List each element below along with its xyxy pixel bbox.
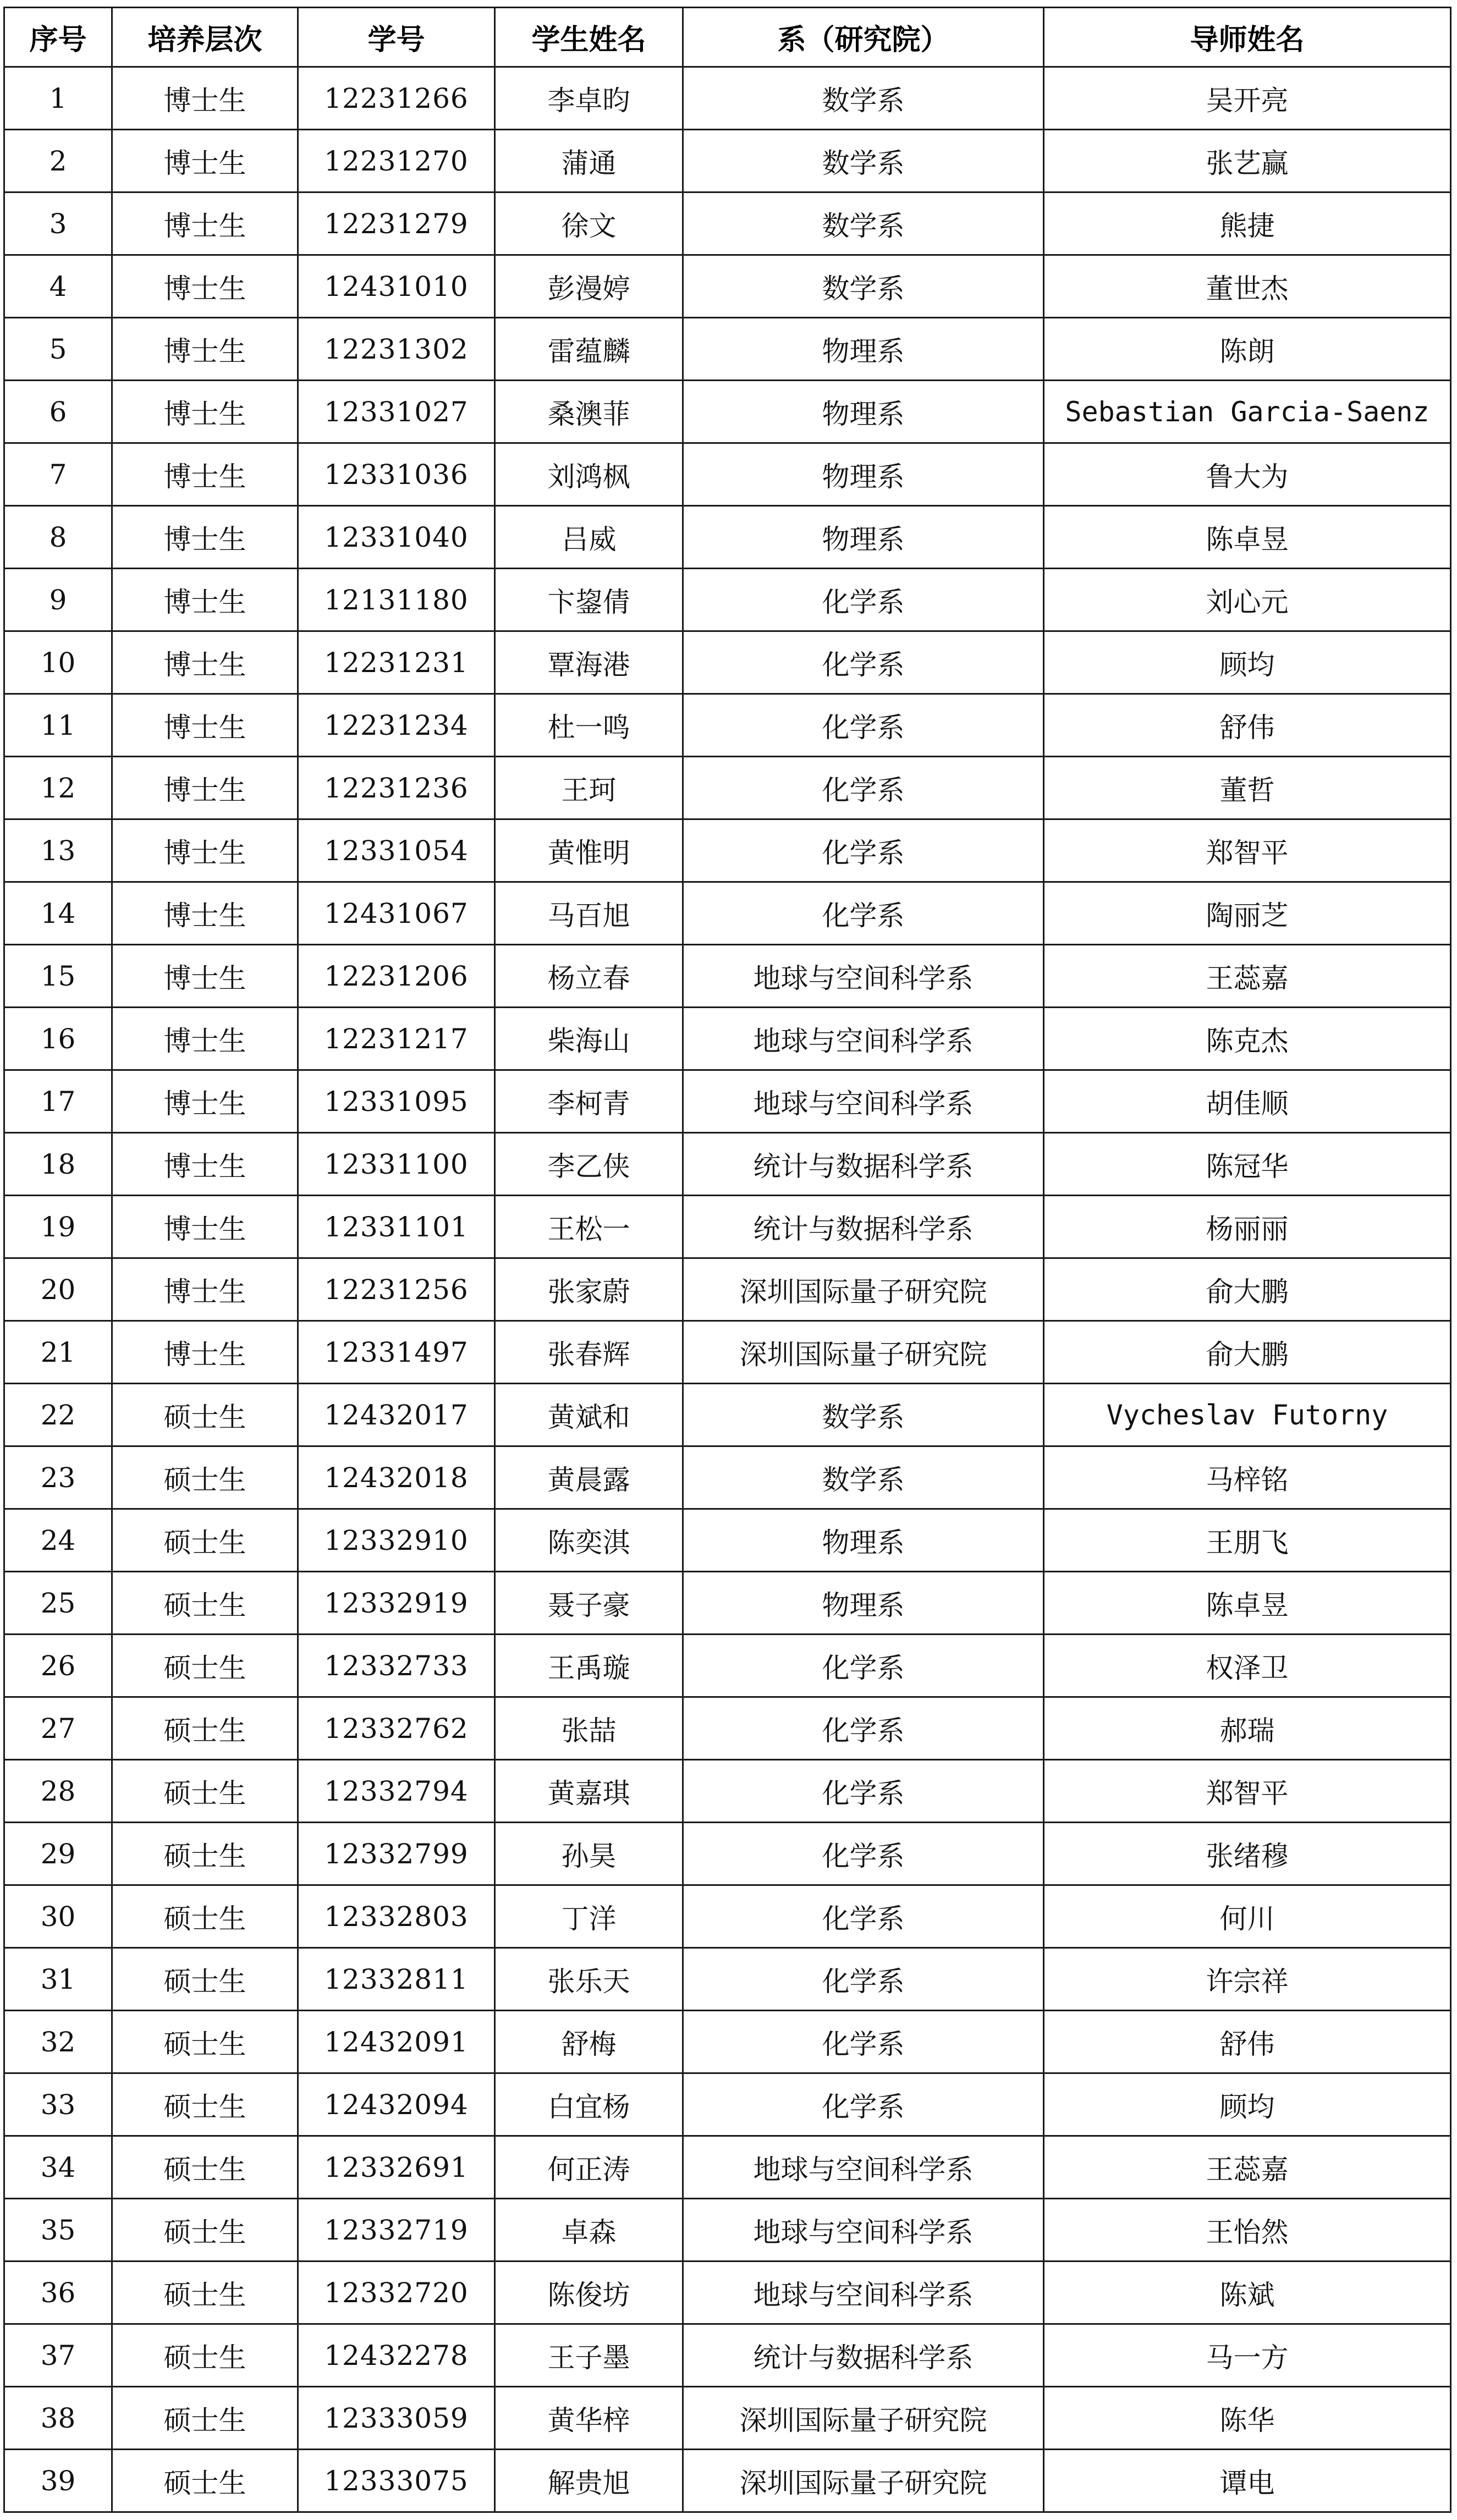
cell-degree-level: 博士生 xyxy=(112,192,298,255)
cell-student-id: 12333075 xyxy=(298,2450,495,2512)
cell-student-id: 12231231 xyxy=(298,631,495,694)
cell-index: 10 xyxy=(4,631,112,694)
cell-student-id: 12332799 xyxy=(298,1823,495,1885)
cell-degree-level: 硕士生 xyxy=(112,1948,298,2011)
cell-student-id: 12231279 xyxy=(298,192,495,255)
header-row xyxy=(4,8,1451,67)
table-row xyxy=(4,192,1451,255)
header-department: 系（研究院） xyxy=(683,8,1044,67)
cell-department: 统计与数据科学系 xyxy=(683,1133,1044,1196)
cell-advisor-name: 董世杰 xyxy=(1044,255,1451,318)
cell-degree-level: 博士生 xyxy=(112,757,298,819)
cell-advisor-name: 王蕊嘉 xyxy=(1044,2136,1451,2199)
cell-department: 数学系 xyxy=(683,255,1044,318)
header-degree-level: 培养层次 xyxy=(112,8,298,67)
cell-student-id: 12231234 xyxy=(298,694,495,757)
table-row xyxy=(4,757,1451,819)
table-row xyxy=(4,1885,1451,1948)
cell-student-name: 黄华梓 xyxy=(495,2387,683,2450)
cell-index: 16 xyxy=(4,1008,112,1070)
table-row xyxy=(4,631,1451,694)
table-row xyxy=(4,1321,1451,1384)
cell-department: 化学系 xyxy=(683,694,1044,757)
cell-student-id: 12432094 xyxy=(298,2073,495,2136)
cell-advisor-name: 刘心元 xyxy=(1044,569,1451,631)
cell-advisor-name: 熊捷 xyxy=(1044,192,1451,255)
cell-index: 17 xyxy=(4,1070,112,1133)
cell-degree-level: 博士生 xyxy=(112,1008,298,1070)
cell-student-name: 王珂 xyxy=(495,757,683,819)
cell-student-name: 刘鸿枫 xyxy=(495,443,683,506)
cell-index: 28 xyxy=(4,1760,112,1823)
cell-student-name: 舒梅 xyxy=(495,2011,683,2073)
cell-student-name: 黄嘉琪 xyxy=(495,1760,683,1823)
cell-student-id: 12431067 xyxy=(298,882,495,945)
cell-student-id: 12431010 xyxy=(298,255,495,318)
cell-index: 9 xyxy=(4,569,112,631)
table-row xyxy=(4,882,1451,945)
table-row xyxy=(4,2011,1451,2073)
cell-advisor-name: 王朋飞 xyxy=(1044,1509,1451,1572)
cell-degree-level: 硕士生 xyxy=(112,2324,298,2387)
cell-degree-level: 博士生 xyxy=(112,443,298,506)
cell-advisor-name: 舒伟 xyxy=(1044,694,1451,757)
cell-degree-level: 博士生 xyxy=(112,318,298,381)
cell-student-name: 白宜杨 xyxy=(495,2073,683,2136)
cell-index: 18 xyxy=(4,1133,112,1196)
table-row xyxy=(4,1258,1451,1321)
cell-student-name: 张乐天 xyxy=(495,1948,683,2011)
cell-student-name: 解贵旭 xyxy=(495,2450,683,2512)
table-row xyxy=(4,1196,1451,1258)
cell-department: 化学系 xyxy=(683,1823,1044,1885)
table-row xyxy=(4,381,1451,443)
table-row xyxy=(4,694,1451,757)
cell-department: 深圳国际量子研究院 xyxy=(683,2450,1044,2512)
cell-department: 统计与数据科学系 xyxy=(683,1196,1044,1258)
cell-student-id: 12332720 xyxy=(298,2262,495,2324)
cell-student-id: 12231270 xyxy=(298,130,495,192)
cell-student-name: 黄惟明 xyxy=(495,819,683,882)
cell-degree-level: 博士生 xyxy=(112,1258,298,1321)
cell-department: 物理系 xyxy=(683,318,1044,381)
cell-index: 37 xyxy=(4,2324,112,2387)
cell-student-name: 李卓昀 xyxy=(495,67,683,130)
cell-advisor-name: 俞大鹏 xyxy=(1044,1321,1451,1384)
table-row xyxy=(4,2073,1451,2136)
cell-degree-level: 硕士生 xyxy=(112,2136,298,2199)
cell-student-id: 12332762 xyxy=(298,1697,495,1760)
cell-advisor-name: 陈斌 xyxy=(1044,2262,1451,2324)
cell-degree-level: 硕士生 xyxy=(112,1572,298,1635)
cell-department: 地球与空间科学系 xyxy=(683,1008,1044,1070)
cell-student-name: 张喆 xyxy=(495,1697,683,1760)
cell-department: 深圳国际量子研究院 xyxy=(683,2387,1044,2450)
cell-advisor-name: 王蕊嘉 xyxy=(1044,945,1451,1008)
cell-index: 32 xyxy=(4,2011,112,2073)
cell-student-name: 覃海港 xyxy=(495,631,683,694)
table-row xyxy=(4,2262,1451,2324)
table-row xyxy=(4,2450,1451,2512)
table-header xyxy=(4,8,1451,67)
cell-advisor-name: 陈朗 xyxy=(1044,318,1451,381)
cell-department: 地球与空间科学系 xyxy=(683,2136,1044,2199)
cell-student-name: 柴海山 xyxy=(495,1008,683,1070)
cell-student-id: 12432017 xyxy=(298,1384,495,1446)
cell-student-name: 陈奕淇 xyxy=(495,1509,683,1572)
cell-student-name: 杜一鸣 xyxy=(495,694,683,757)
table-row xyxy=(4,1948,1451,2011)
cell-advisor-name: 鲁大为 xyxy=(1044,443,1451,506)
cell-department: 深圳国际量子研究院 xyxy=(683,1321,1044,1384)
cell-student-id: 12332919 xyxy=(298,1572,495,1635)
cell-student-name: 李柯青 xyxy=(495,1070,683,1133)
cell-advisor-name: 张绪穆 xyxy=(1044,1823,1451,1885)
cell-department: 化学系 xyxy=(683,819,1044,882)
cell-advisor-name: 董哲 xyxy=(1044,757,1451,819)
cell-student-name: 蒲通 xyxy=(495,130,683,192)
cell-department: 数学系 xyxy=(683,192,1044,255)
cell-student-name: 孙昊 xyxy=(495,1823,683,1885)
cell-index: 33 xyxy=(4,2073,112,2136)
cell-degree-level: 硕士生 xyxy=(112,2073,298,2136)
cell-student-name: 雷蕴麟 xyxy=(495,318,683,381)
cell-student-name: 桑澳菲 xyxy=(495,381,683,443)
cell-student-id: 12231302 xyxy=(298,318,495,381)
cell-advisor-name: Sebastian Garcia-Saenz xyxy=(1044,381,1451,443)
cell-advisor-name: Vycheslav Futorny xyxy=(1044,1384,1451,1446)
cell-index: 36 xyxy=(4,2262,112,2324)
cell-department: 数学系 xyxy=(683,1384,1044,1446)
cell-degree-level: 硕士生 xyxy=(112,2262,298,2324)
cell-department: 化学系 xyxy=(683,882,1044,945)
cell-degree-level: 博士生 xyxy=(112,569,298,631)
table-row xyxy=(4,130,1451,192)
table-row xyxy=(4,1697,1451,1760)
cell-student-name: 卞鋆倩 xyxy=(495,569,683,631)
cell-index: 15 xyxy=(4,945,112,1008)
cell-advisor-name: 许宗祥 xyxy=(1044,1948,1451,2011)
table-row xyxy=(4,318,1451,381)
table-row xyxy=(4,1070,1451,1133)
cell-department: 地球与空间科学系 xyxy=(683,2262,1044,2324)
cell-advisor-name: 权泽卫 xyxy=(1044,1635,1451,1697)
cell-index: 8 xyxy=(4,506,112,569)
table-row xyxy=(4,67,1451,130)
cell-department: 深圳国际量子研究院 xyxy=(683,1258,1044,1321)
cell-advisor-name: 陈卓昱 xyxy=(1044,1572,1451,1635)
cell-student-name: 陈俊坊 xyxy=(495,2262,683,2324)
table-row xyxy=(4,2387,1451,2450)
cell-index: 6 xyxy=(4,381,112,443)
cell-department: 统计与数据科学系 xyxy=(683,2324,1044,2387)
cell-degree-level: 硕士生 xyxy=(112,1509,298,1572)
cell-index: 25 xyxy=(4,1572,112,1635)
table-row xyxy=(4,2136,1451,2199)
cell-advisor-name: 郝瑞 xyxy=(1044,1697,1451,1760)
cell-student-id: 12332811 xyxy=(298,1948,495,2011)
cell-student-name: 丁洋 xyxy=(495,1885,683,1948)
cell-index: 27 xyxy=(4,1697,112,1760)
cell-student-name: 杨立春 xyxy=(495,945,683,1008)
cell-index: 22 xyxy=(4,1384,112,1446)
cell-index: 2 xyxy=(4,130,112,192)
cell-student-name: 李乙侠 xyxy=(495,1133,683,1196)
table-row xyxy=(4,1635,1451,1697)
cell-advisor-name: 顾均 xyxy=(1044,2073,1451,2136)
cell-student-id: 12332910 xyxy=(298,1509,495,1572)
cell-student-name: 张家蔚 xyxy=(495,1258,683,1321)
cell-department: 化学系 xyxy=(683,1697,1044,1760)
cell-degree-level: 博士生 xyxy=(112,255,298,318)
cell-degree-level: 博士生 xyxy=(112,506,298,569)
cell-student-id: 12332719 xyxy=(298,2199,495,2262)
cell-student-id: 12432091 xyxy=(298,2011,495,2073)
table-row xyxy=(4,1446,1451,1509)
cell-advisor-name: 陶丽芝 xyxy=(1044,882,1451,945)
cell-index: 20 xyxy=(4,1258,112,1321)
table-row xyxy=(4,1008,1451,1070)
cell-student-name: 吕威 xyxy=(495,506,683,569)
cell-index: 13 xyxy=(4,819,112,882)
table-body xyxy=(4,67,1451,2512)
cell-advisor-name: 张艺赢 xyxy=(1044,130,1451,192)
cell-student-name: 徐文 xyxy=(495,192,683,255)
cell-student-id: 12432018 xyxy=(298,1446,495,1509)
cell-department: 物理系 xyxy=(683,381,1044,443)
cell-student-name: 聂子豪 xyxy=(495,1572,683,1635)
cell-advisor-name: 吴开亮 xyxy=(1044,67,1451,130)
cell-degree-level: 硕士生 xyxy=(112,2011,298,2073)
cell-index: 23 xyxy=(4,1446,112,1509)
cell-degree-level: 博士生 xyxy=(112,631,298,694)
cell-department: 物理系 xyxy=(683,443,1044,506)
cell-degree-level: 博士生 xyxy=(112,694,298,757)
cell-department: 物理系 xyxy=(683,1572,1044,1635)
cell-degree-level: 硕士生 xyxy=(112,1635,298,1697)
cell-student-name: 彭漫婷 xyxy=(495,255,683,318)
cell-student-id: 12332803 xyxy=(298,1885,495,1948)
cell-student-id: 12331101 xyxy=(298,1196,495,1258)
cell-student-id: 12332691 xyxy=(298,2136,495,2199)
cell-student-name: 黄斌和 xyxy=(495,1384,683,1446)
cell-student-name: 张春辉 xyxy=(495,1321,683,1384)
cell-department: 地球与空间科学系 xyxy=(683,945,1044,1008)
table-row xyxy=(4,945,1451,1008)
cell-index: 14 xyxy=(4,882,112,945)
table-row xyxy=(4,1133,1451,1196)
cell-degree-level: 硕士生 xyxy=(112,1446,298,1509)
cell-degree-level: 硕士生 xyxy=(112,1885,298,1948)
cell-advisor-name: 王怡然 xyxy=(1044,2199,1451,2262)
cell-advisor-name: 顾均 xyxy=(1044,631,1451,694)
cell-degree-level: 博士生 xyxy=(112,1133,298,1196)
cell-student-id: 12131180 xyxy=(298,569,495,631)
cell-student-name: 黄晨露 xyxy=(495,1446,683,1509)
cell-department: 数学系 xyxy=(683,1446,1044,1509)
cell-student-name: 卓森 xyxy=(495,2199,683,2262)
cell-index: 3 xyxy=(4,192,112,255)
cell-advisor-name: 陈冠华 xyxy=(1044,1133,1451,1196)
cell-student-name: 王松一 xyxy=(495,1196,683,1258)
cell-student-id: 12331040 xyxy=(298,506,495,569)
cell-student-name: 王禹璇 xyxy=(495,1635,683,1697)
cell-student-id: 12331095 xyxy=(298,1070,495,1133)
cell-advisor-name: 陈卓昱 xyxy=(1044,506,1451,569)
cell-index: 31 xyxy=(4,1948,112,2011)
cell-department: 化学系 xyxy=(683,631,1044,694)
cell-department: 数学系 xyxy=(683,130,1044,192)
cell-advisor-name: 杨丽丽 xyxy=(1044,1196,1451,1258)
cell-advisor-name: 陈华 xyxy=(1044,2387,1451,2450)
cell-index: 1 xyxy=(4,67,112,130)
cell-student-id: 12432278 xyxy=(298,2324,495,2387)
cell-index: 38 xyxy=(4,2387,112,2450)
cell-index: 35 xyxy=(4,2199,112,2262)
cell-index: 30 xyxy=(4,1885,112,1948)
cell-student-id: 12331054 xyxy=(298,819,495,882)
cell-department: 化学系 xyxy=(683,1635,1044,1697)
cell-advisor-name: 郑智平 xyxy=(1044,819,1451,882)
cell-student-id: 12231217 xyxy=(298,1008,495,1070)
table-row xyxy=(4,443,1451,506)
cell-department: 化学系 xyxy=(683,569,1044,631)
cell-department: 物理系 xyxy=(683,1509,1044,1572)
cell-student-id: 12231256 xyxy=(298,1258,495,1321)
cell-department: 化学系 xyxy=(683,1885,1044,1948)
table-row xyxy=(4,2199,1451,2262)
cell-degree-level: 博士生 xyxy=(112,67,298,130)
cell-advisor-name: 马梓铭 xyxy=(1044,1446,1451,1509)
cell-student-name: 马百旭 xyxy=(495,882,683,945)
cell-index: 34 xyxy=(4,2136,112,2199)
table-row xyxy=(4,255,1451,318)
cell-degree-level: 博士生 xyxy=(112,130,298,192)
cell-degree-level: 博士生 xyxy=(112,882,298,945)
cell-department: 化学系 xyxy=(683,1948,1044,2011)
cell-index: 12 xyxy=(4,757,112,819)
cell-student-id: 12231206 xyxy=(298,945,495,1008)
table-row xyxy=(4,819,1451,882)
cell-advisor-name: 马一方 xyxy=(1044,2324,1451,2387)
cell-degree-level: 博士生 xyxy=(112,1321,298,1384)
cell-student-id: 12333059 xyxy=(298,2387,495,2450)
cell-department: 地球与空间科学系 xyxy=(683,2199,1044,2262)
cell-degree-level: 硕士生 xyxy=(112,2387,298,2450)
cell-degree-level: 博士生 xyxy=(112,1070,298,1133)
cell-index: 26 xyxy=(4,1635,112,1697)
cell-advisor-name: 俞大鹏 xyxy=(1044,1258,1451,1321)
cell-index: 24 xyxy=(4,1509,112,1572)
cell-degree-level: 硕士生 xyxy=(112,2199,298,2262)
cell-advisor-name: 郑智平 xyxy=(1044,1760,1451,1823)
table-row xyxy=(4,1823,1451,1885)
cell-department: 化学系 xyxy=(683,2073,1044,2136)
cell-degree-level: 硕士生 xyxy=(112,1760,298,1823)
cell-index: 21 xyxy=(4,1321,112,1384)
cell-degree-level: 博士生 xyxy=(112,945,298,1008)
cell-student-id: 12332794 xyxy=(298,1760,495,1823)
cell-advisor-name: 谭电 xyxy=(1044,2450,1451,2512)
student-advisor-table xyxy=(3,7,1451,2513)
cell-degree-level: 硕士生 xyxy=(112,2450,298,2512)
cell-student-id: 12331100 xyxy=(298,1133,495,1196)
cell-index: 39 xyxy=(4,2450,112,2512)
cell-student-id: 12231266 xyxy=(298,67,495,130)
cell-student-id: 12331036 xyxy=(298,443,495,506)
header-index: 序号 xyxy=(4,8,112,67)
table-row xyxy=(4,569,1451,631)
cell-index: 19 xyxy=(4,1196,112,1258)
cell-student-id: 12332733 xyxy=(298,1635,495,1697)
table-row xyxy=(4,1572,1451,1635)
cell-degree-level: 硕士生 xyxy=(112,1384,298,1446)
cell-degree-level: 博士生 xyxy=(112,1196,298,1258)
cell-advisor-name: 何川 xyxy=(1044,1885,1451,1948)
cell-index: 7 xyxy=(4,443,112,506)
cell-student-name: 何正涛 xyxy=(495,2136,683,2199)
cell-student-name: 王子墨 xyxy=(495,2324,683,2387)
table-row xyxy=(4,1760,1451,1823)
cell-department: 物理系 xyxy=(683,506,1044,569)
cell-department: 化学系 xyxy=(683,1760,1044,1823)
table-row xyxy=(4,1384,1451,1446)
table-row xyxy=(4,1509,1451,1572)
header-advisor-name: 导师姓名 xyxy=(1044,8,1451,67)
table-row xyxy=(4,506,1451,569)
cell-index: 4 xyxy=(4,255,112,318)
cell-student-id: 12331027 xyxy=(298,381,495,443)
cell-advisor-name: 胡佳顺 xyxy=(1044,1070,1451,1133)
cell-degree-level: 博士生 xyxy=(112,381,298,443)
cell-index: 11 xyxy=(4,694,112,757)
cell-student-id: 12231236 xyxy=(298,757,495,819)
cell-student-id: 12331497 xyxy=(298,1321,495,1384)
cell-department: 地球与空间科学系 xyxy=(683,1070,1044,1133)
cell-degree-level: 硕士生 xyxy=(112,1823,298,1885)
cell-advisor-name: 陈克杰 xyxy=(1044,1008,1451,1070)
header-student-name: 学生姓名 xyxy=(495,8,683,67)
cell-department: 化学系 xyxy=(683,757,1044,819)
cell-department: 数学系 xyxy=(683,67,1044,130)
cell-degree-level: 博士生 xyxy=(112,819,298,882)
header-student-id: 学号 xyxy=(298,8,495,67)
table-row xyxy=(4,2324,1451,2387)
cell-index: 29 xyxy=(4,1823,112,1885)
cell-degree-level: 硕士生 xyxy=(112,1697,298,1760)
cell-department: 化学系 xyxy=(683,2011,1044,2073)
cell-advisor-name: 舒伟 xyxy=(1044,2011,1451,2073)
cell-index: 5 xyxy=(4,318,112,381)
